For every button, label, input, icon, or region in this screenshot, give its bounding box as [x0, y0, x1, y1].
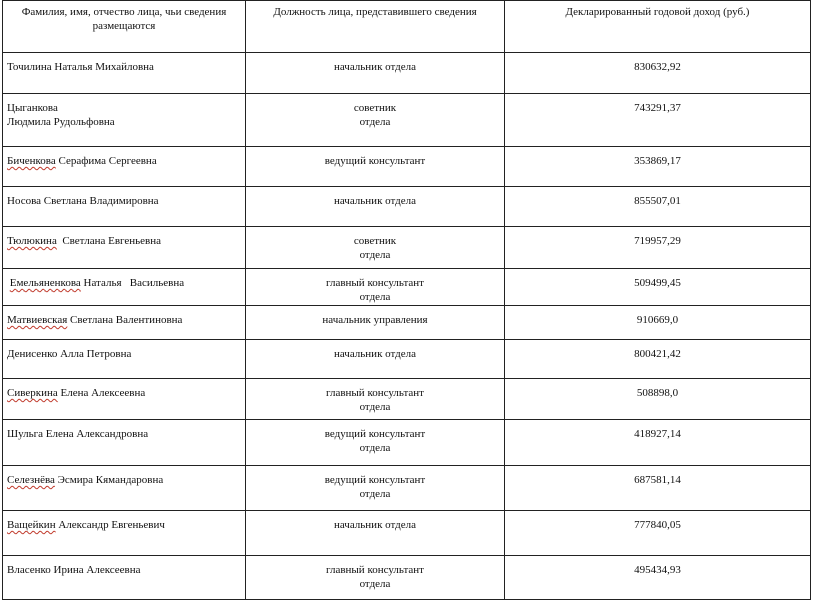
position-unit: отдела [359, 116, 391, 128]
cell-income [505, 340, 811, 379]
table-row [3, 379, 811, 420]
position-unit: отдела [359, 291, 391, 303]
cell-income [505, 187, 811, 227]
cell-name [3, 269, 246, 306]
person-name: Ващейкин Александр Евгеньевич [7, 519, 165, 531]
position-unit: отдела [359, 442, 391, 454]
position-title: начальник отдела [333, 519, 417, 531]
person-name: Точилина Наталья Михайловна [7, 61, 154, 73]
position-title: главный консультант [326, 277, 424, 289]
position-title: начальник отдела [333, 61, 417, 73]
person-name: Селезнёва Эсмира Кямандаровна [7, 474, 164, 486]
cell-name [3, 420, 246, 466]
cell-position [246, 53, 505, 94]
person-name: Биченкова Серафима Сергеевна [7, 155, 157, 167]
income-value: 509499,45 [634, 277, 681, 289]
cell-position [246, 269, 505, 306]
table-row [3, 147, 811, 187]
header-name: Фамилия, имя, отчество лица, чьи сведения размещаются [3, 1, 246, 53]
income-value: 830632,92 [634, 61, 681, 73]
cell-position [246, 340, 505, 379]
position-unit: отдела [359, 578, 391, 590]
position-title: начальник отдела [333, 195, 417, 207]
position-title: главный консультант [326, 387, 424, 399]
income-value: 495434,93 [634, 564, 681, 576]
income-value: 418927,14 [634, 428, 681, 440]
header-income: Декларированный годовой доход (руб.) [505, 1, 811, 53]
cell-name [3, 147, 246, 187]
person-name: Тюлюкина Светлана Евгеньевна [7, 235, 162, 247]
cell-position [246, 187, 505, 227]
table-body [3, 53, 811, 600]
person-name: Цыганкова [7, 102, 58, 114]
cell-income [505, 306, 811, 340]
income-value: 777840,05 [634, 519, 681, 531]
table-row [3, 511, 811, 556]
table-row [3, 187, 811, 227]
cell-position [246, 227, 505, 269]
position-unit: отдела [359, 488, 391, 500]
position-title: главный консультант [326, 564, 424, 576]
cell-position [246, 379, 505, 420]
income-value: 910669,0 [636, 314, 679, 326]
cell-name [3, 227, 246, 269]
table-row [3, 94, 811, 147]
table-row [3, 306, 811, 340]
table-row [3, 420, 811, 466]
table-row [3, 227, 811, 269]
income-value: 508898,0 [636, 387, 679, 399]
cell-name [3, 306, 246, 340]
position-title: ведущий консультант [324, 155, 426, 167]
cell-position [246, 147, 505, 187]
position-title: советник [353, 102, 397, 114]
position-title: ведущий консультант [324, 428, 426, 440]
cell-name [3, 466, 246, 511]
income-value: 687581,14 [634, 474, 681, 486]
table-row [3, 556, 811, 600]
person-name-continued: Людмила Рудольфовна [7, 116, 115, 128]
person-name: Власенко Ирина Алексеевна [7, 564, 141, 576]
cell-income [505, 227, 811, 269]
income-value: 353869,17 [634, 155, 681, 167]
cell-income [505, 556, 811, 600]
income-value: 855507,01 [634, 195, 681, 207]
cell-position [246, 466, 505, 511]
table-header-row [3, 1, 811, 53]
cell-position [246, 511, 505, 556]
position-title: начальник отдела [333, 348, 417, 360]
cell-name [3, 511, 246, 556]
table-row [3, 269, 811, 306]
cell-position [246, 420, 505, 466]
income-value: 743291,37 [634, 102, 681, 114]
cell-position [246, 306, 505, 340]
header-position: Должность лица, представившего сведения [246, 1, 505, 53]
cell-income [505, 379, 811, 420]
cell-income [505, 269, 811, 306]
table-row [3, 466, 811, 511]
person-name: Емельяненкова Наталья Васильевна [9, 277, 185, 289]
position-title: советник [353, 235, 397, 247]
income-declaration-table [2, 0, 811, 600]
cell-income [505, 511, 811, 556]
cell-income [505, 147, 811, 187]
position-title: начальник управления [322, 314, 428, 326]
table-row [3, 53, 811, 94]
cell-income [505, 94, 811, 147]
position-unit: отдела [359, 401, 391, 413]
person-name: Носова Светлана Владимировна [7, 195, 159, 207]
cell-position [246, 94, 505, 147]
cell-name [3, 556, 246, 600]
cell-name [3, 187, 246, 227]
person-name: Шульга Елена Александровна [7, 428, 149, 440]
position-unit: отдела [359, 249, 391, 261]
cell-income [505, 420, 811, 466]
cell-name [3, 340, 246, 379]
income-value: 719957,29 [634, 235, 681, 247]
cell-income [505, 53, 811, 94]
person-name: Сиверкина Елена Алексеевна [7, 387, 146, 399]
position-title: ведущий консультант [324, 474, 426, 486]
cell-position [246, 556, 505, 600]
income-value: 800421,42 [634, 348, 681, 360]
person-name: Денисенко Алла Петровна [7, 348, 132, 360]
person-name: Матвиевская Светлана Валентиновна [7, 314, 183, 326]
cell-name [3, 53, 246, 94]
cell-name [3, 379, 246, 420]
cell-name [3, 94, 246, 147]
table-row [3, 340, 811, 379]
cell-income [505, 466, 811, 511]
